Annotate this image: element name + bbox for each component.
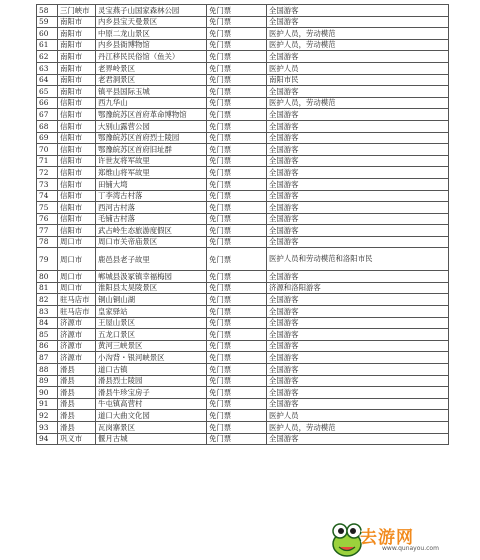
cell-number: 60: [37, 28, 58, 40]
cell-city: 信阳市: [58, 132, 96, 144]
table-row: [37, 340, 449, 352]
table-row: [37, 248, 449, 271]
cell-city: 周口市: [58, 282, 96, 294]
cell-site: 郑维山将军故里: [96, 167, 207, 179]
cell-ticket: 免门票: [207, 62, 267, 74]
cell-site: 铜山铜山湖: [96, 294, 207, 306]
table-row: [37, 51, 449, 63]
cell-number: 76: [37, 213, 58, 225]
cell-site: 瓦岗寨景区: [96, 421, 207, 433]
cell-city: 南阳市: [58, 16, 96, 28]
logo-url: www.qunayou.com: [382, 545, 439, 552]
cell-ticket: 免门票: [207, 306, 267, 318]
cell-ticket: 免门票: [207, 28, 267, 40]
cell-ticket: 免门票: [207, 74, 267, 86]
cell-city: 信阳市: [58, 97, 96, 109]
cartoon-frog-icon: [330, 520, 364, 558]
cell-site: 滑县烈士陵园: [96, 375, 207, 387]
cell-number: 93: [37, 421, 58, 433]
table-row: [37, 421, 449, 433]
cell-rule: 全国游客: [267, 375, 449, 387]
table-row: [37, 364, 449, 376]
cell-city: 信阳市: [58, 155, 96, 167]
table-row: [37, 74, 449, 86]
cell-city: 驻马店市: [58, 306, 96, 318]
cell-rule: 全国游客: [267, 213, 449, 225]
cell-ticket: 免门票: [207, 282, 267, 294]
cell-ticket: 免门票: [207, 421, 267, 433]
cell-ticket: 免门票: [207, 202, 267, 214]
cell-city: 南阳市: [58, 28, 96, 40]
cell-site: 黄河三峡景区: [96, 340, 207, 352]
cell-rule: 全国游客: [267, 109, 449, 121]
table-row: [37, 120, 449, 132]
cell-number: 71: [37, 155, 58, 167]
cell-number: 91: [37, 398, 58, 410]
cell-ticket: 免门票: [207, 5, 267, 17]
cell-number: 80: [37, 271, 58, 283]
table-row: [37, 202, 449, 214]
cell-number: 73: [37, 178, 58, 190]
cell-rule: 医护人员和劳动模范和洛阳市民: [267, 248, 449, 271]
cell-ticket: 免门票: [207, 352, 267, 364]
cell-site: 武占岭生态旅游度假区: [96, 225, 207, 237]
cell-rule: 全国游客: [267, 178, 449, 190]
cell-city: 济源市: [58, 317, 96, 329]
cell-rule: 全国游客: [267, 306, 449, 318]
cell-rule: 济源和洛阳游客: [267, 282, 449, 294]
logo-text: 去游网: [360, 528, 414, 548]
cell-site: 皇家驿站: [96, 306, 207, 318]
cell-ticket: 免门票: [207, 271, 267, 283]
cell-number: 94: [37, 433, 58, 445]
cell-city: 周口市: [58, 271, 96, 283]
table-row: [37, 16, 449, 28]
cell-number: 68: [37, 120, 58, 132]
table-row: [37, 225, 449, 237]
cell-city: 周口市: [58, 236, 96, 248]
table-row: [37, 109, 449, 121]
cell-number: 85: [37, 329, 58, 341]
cell-rule: 医护人员，劳动模范: [267, 39, 449, 51]
cell-rule: 全国游客: [267, 271, 449, 283]
cell-city: 信阳市: [58, 190, 96, 202]
cell-site: 丁李湾古村落: [96, 190, 207, 202]
cell-number: 77: [37, 225, 58, 237]
cell-ticket: 免门票: [207, 433, 267, 445]
cell-number: 75: [37, 202, 58, 214]
cell-site: 毛铺古村落: [96, 213, 207, 225]
cell-ticket: 免门票: [207, 410, 267, 422]
table-row: [37, 144, 449, 156]
cell-rule: 全国游客: [267, 167, 449, 179]
cell-city: 信阳市: [58, 120, 96, 132]
table-row: [37, 86, 449, 98]
cell-number: 87: [37, 352, 58, 364]
cell-city: 南阳市: [58, 62, 96, 74]
cell-city: 济源市: [58, 329, 96, 341]
cell-city: 滑县: [58, 398, 96, 410]
cell-ticket: 免门票: [207, 248, 267, 271]
cell-rule: 全国游客: [267, 225, 449, 237]
cell-city: 滑县: [58, 421, 96, 433]
cell-site: 镇平县国际玉城: [96, 86, 207, 98]
cell-rule: 全国游客: [267, 144, 449, 156]
cell-number: 62: [37, 51, 58, 63]
cell-ticket: 免门票: [207, 375, 267, 387]
table-row: [37, 306, 449, 318]
cell-site: 鄂豫皖苏区首府旧址群: [96, 144, 207, 156]
cell-site: 老君洞景区: [96, 74, 207, 86]
cell-number: 90: [37, 387, 58, 399]
cell-rule: 全国游客: [267, 398, 449, 410]
cell-site: 偃月古城: [96, 433, 207, 445]
cell-number: 66: [37, 97, 58, 109]
table-row: [37, 282, 449, 294]
table-row: [37, 375, 449, 387]
cell-rule: 全国游客: [267, 51, 449, 63]
cell-city: 滑县: [58, 375, 96, 387]
cell-site: 滑县牛珍宝房子: [96, 387, 207, 399]
free-admission-table: [36, 4, 449, 445]
cell-city: 信阳市: [58, 144, 96, 156]
cell-city: 滑县: [58, 410, 96, 422]
cell-ticket: 免门票: [207, 167, 267, 179]
cell-number: 58: [37, 5, 58, 17]
table-row: [37, 352, 449, 364]
cell-rule: 全国游客: [267, 387, 449, 399]
cell-ticket: 免门票: [207, 120, 267, 132]
cell-city: 滑县: [58, 364, 96, 376]
cell-number: 92: [37, 410, 58, 422]
cell-rule: 全国游客: [267, 352, 449, 364]
table-row: [37, 236, 449, 248]
cell-number: 88: [37, 364, 58, 376]
cell-ticket: 免门票: [207, 144, 267, 156]
cell-rule: 全国游客: [267, 86, 449, 98]
cell-city: 周口市: [58, 248, 96, 271]
table-row: [37, 97, 449, 109]
cell-rule: 全国游客: [267, 433, 449, 445]
cell-site: 老界岭景区: [96, 62, 207, 74]
cell-rule: 南阳市民: [267, 74, 449, 86]
cell-rule: 医护人员，劳动模范: [267, 28, 449, 40]
cell-number: 84: [37, 317, 58, 329]
table-row: [37, 329, 449, 341]
cell-ticket: 免门票: [207, 236, 267, 248]
cell-city: 南阳市: [58, 74, 96, 86]
table-row: [37, 387, 449, 399]
table-row: [37, 294, 449, 306]
cell-rule: 全国游客: [267, 5, 449, 17]
cell-city: 滑县: [58, 387, 96, 399]
cell-number: 89: [37, 375, 58, 387]
cell-site: 鄂豫皖苏区首府革命博物馆: [96, 109, 207, 121]
cell-ticket: 免门票: [207, 109, 267, 121]
cell-city: 三门峡市: [58, 5, 96, 17]
cell-site: 小沟背・银河峡景区: [96, 352, 207, 364]
cell-city: 信阳市: [58, 213, 96, 225]
cell-site: 王屋山景区: [96, 317, 207, 329]
cell-rule: 全国游客: [267, 132, 449, 144]
cell-site: 道口大曲文化园: [96, 410, 207, 422]
cell-site: 五龙口景区: [96, 329, 207, 341]
table-row: [37, 178, 449, 190]
cell-city: 信阳市: [58, 178, 96, 190]
cell-ticket: 免门票: [207, 190, 267, 202]
cell-rule: 医护人员: [267, 62, 449, 74]
cell-site: 丹江移民民俗馆（鱼关）: [96, 51, 207, 63]
cell-number: 72: [37, 167, 58, 179]
cell-rule: 全国游客: [267, 236, 449, 248]
cell-city: 驻马店市: [58, 294, 96, 306]
cell-number: 61: [37, 39, 58, 51]
cell-site: 内乡县宝天曼景区: [96, 16, 207, 28]
cell-ticket: 免门票: [207, 329, 267, 341]
cell-ticket: 免门票: [207, 16, 267, 28]
table-row: [37, 132, 449, 144]
cell-ticket: 免门票: [207, 178, 267, 190]
cell-ticket: 免门票: [207, 294, 267, 306]
cell-ticket: 免门票: [207, 86, 267, 98]
cell-city: 南阳市: [58, 51, 96, 63]
table-row: [37, 317, 449, 329]
table-row: [37, 39, 449, 51]
qunayou-watermark: [330, 520, 476, 558]
cell-ticket: 免门票: [207, 213, 267, 225]
table-row: [37, 167, 449, 179]
cell-ticket: 免门票: [207, 398, 267, 410]
table-row: [37, 213, 449, 225]
cell-rule: 全国游客: [267, 120, 449, 132]
cell-city: 信阳市: [58, 109, 96, 121]
cell-rule: 全国游客: [267, 294, 449, 306]
table-row: [37, 433, 449, 445]
cell-ticket: 免门票: [207, 364, 267, 376]
table-row: [37, 28, 449, 40]
cell-number: 74: [37, 190, 58, 202]
cell-ticket: 免门票: [207, 132, 267, 144]
cell-site: 田铺大塆: [96, 178, 207, 190]
cell-rule: 全国游客: [267, 364, 449, 376]
cell-site: 淮阳县太昊陵景区: [96, 282, 207, 294]
cell-site: 道口古镇: [96, 364, 207, 376]
cell-rule: 全国游客: [267, 16, 449, 28]
cell-site: 西河古村落: [96, 202, 207, 214]
cell-rule: 医护人员，劳动模范: [267, 97, 449, 109]
cell-site: 内乡县衙博物馆: [96, 39, 207, 51]
table-row: [37, 398, 449, 410]
table-row: [37, 155, 449, 167]
cell-site: 中原二龙山景区: [96, 28, 207, 40]
table-row: [37, 410, 449, 422]
cell-number: 82: [37, 294, 58, 306]
cell-ticket: 免门票: [207, 39, 267, 51]
cell-number: 64: [37, 74, 58, 86]
cell-ticket: 免门票: [207, 317, 267, 329]
cell-ticket: 免门票: [207, 51, 267, 63]
cell-rule: 全国游客: [267, 155, 449, 167]
table-row: [37, 5, 449, 17]
cell-city: 南阳市: [58, 39, 96, 51]
table-row: [37, 190, 449, 202]
scenic-spot-table-page: [36, 4, 448, 445]
cell-rule: 医护人员: [267, 410, 449, 422]
cell-number: 69: [37, 132, 58, 144]
cell-city: 巩义市: [58, 433, 96, 445]
cell-number: 59: [37, 16, 58, 28]
cell-city: 济源市: [58, 340, 96, 352]
cell-site: 牛屯镇高营村: [96, 398, 207, 410]
cell-ticket: 免门票: [207, 340, 267, 352]
cell-number: 67: [37, 109, 58, 121]
cell-site: 西九华山: [96, 97, 207, 109]
cell-rule: 全国游客: [267, 317, 449, 329]
cell-ticket: 免门票: [207, 387, 267, 399]
cell-city: 信阳市: [58, 225, 96, 237]
cell-number: 63: [37, 62, 58, 74]
cell-number: 86: [37, 340, 58, 352]
cell-number: 65: [37, 86, 58, 98]
cell-number: 70: [37, 144, 58, 156]
cell-rule: 医护人员，劳动模范: [267, 421, 449, 433]
cell-site: 鹿邑县老子故里: [96, 248, 207, 271]
cell-site: 灵宝燕子山国家森林公园: [96, 5, 207, 17]
cell-number: 79: [37, 248, 58, 271]
cell-number: 78: [37, 236, 58, 248]
cell-ticket: 免门票: [207, 225, 267, 237]
cell-site: 郸城县汲冢镇幸福梅园: [96, 271, 207, 283]
cell-rule: 全国游客: [267, 202, 449, 214]
table-row: [37, 62, 449, 74]
cell-site: 周口市关帝庙景区: [96, 236, 207, 248]
cell-site: 大别山露营公园: [96, 120, 207, 132]
cell-site: 许世友将军故里: [96, 155, 207, 167]
cell-rule: 全国游客: [267, 190, 449, 202]
cell-rule: 全国游客: [267, 329, 449, 341]
table-body: [37, 5, 449, 445]
cell-number: 83: [37, 306, 58, 318]
cell-rule: 全国游客: [267, 340, 449, 352]
cell-ticket: 免门票: [207, 97, 267, 109]
cell-city: 济源市: [58, 352, 96, 364]
cell-city: 南阳市: [58, 86, 96, 98]
cell-site: 鄂豫皖苏区首府烈士陵园: [96, 132, 207, 144]
table-row: [37, 271, 449, 283]
cell-city: 信阳市: [58, 167, 96, 179]
cell-number: 81: [37, 282, 58, 294]
cell-ticket: 免门票: [207, 155, 267, 167]
cell-city: 信阳市: [58, 202, 96, 214]
